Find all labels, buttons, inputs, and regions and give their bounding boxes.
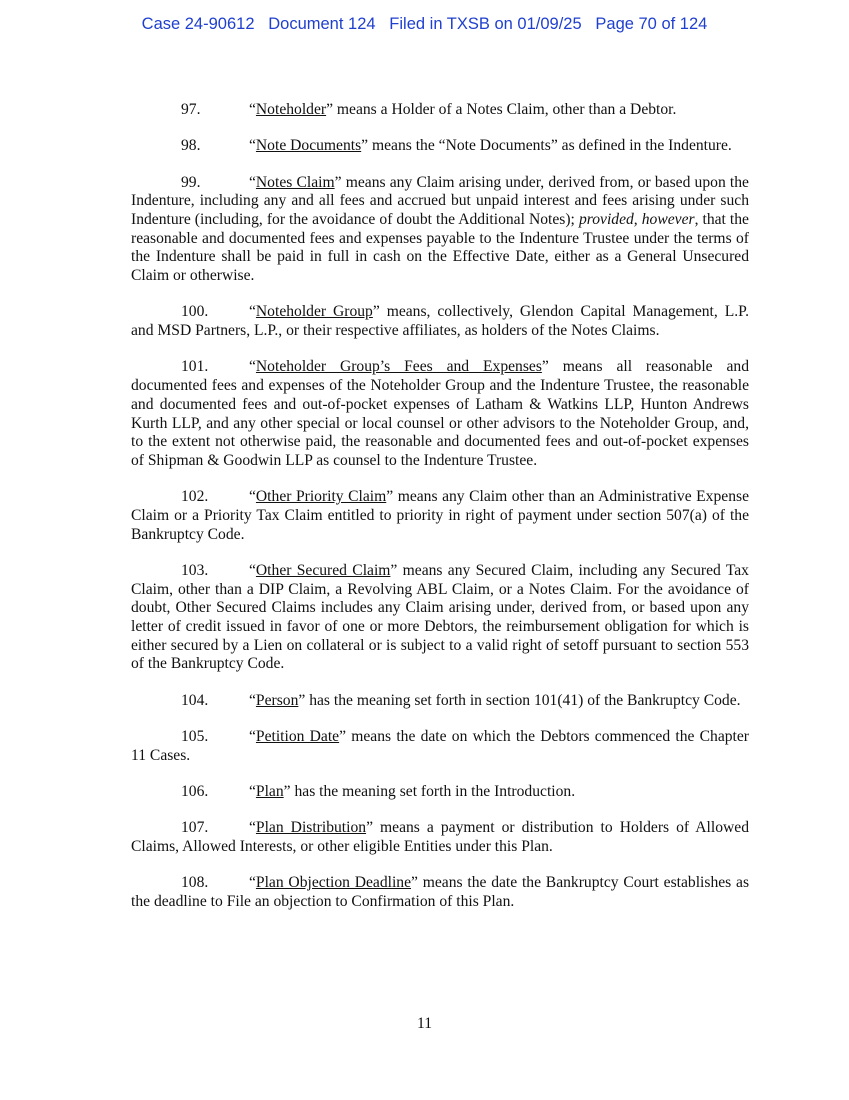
paragraph-number: 98.	[181, 137, 201, 155]
definition-paragraph: 107. “Plan Distribution” means a payment or distribution to Holders of Allowed Claims, Allowed Interests, or other eligible Entities under this Plan.	[131, 819, 749, 856]
definition-paragraph: 102. “Other Priority Claim” means any Claim other than an Administrative Expense Claim or a Priority Tax Claim entitled to priority in right of payment under section 507(a) of the Bankruptcy Code.	[131, 488, 749, 543]
definition-paragraph: 104. “Person” has the meaning set forth in section 101(41) of the Bankruptcy Code.	[131, 692, 749, 711]
definition-text: ” has the meaning set forth in the Introduction.	[283, 783, 576, 801]
defined-term: Plan Distribution	[255, 819, 367, 837]
defined-term: Plan	[255, 783, 284, 801]
definition-text: ” means all reasonable and documented fees and expenses of the Noteholder Group and the Indenture Trustee, the reasonable and documented fees and out-of-pocket expenses of Latham & Watkins LLP, Hunton Andrews Kurth LLP, and any other special or local counsel or other advisors to the Noteholder Group, and, to the extent not otherwise paid, the reasonable and documented fees and out-of-pocket expenses of Shipman & Goodwin LLP as counsel to the Indenture Trustee.	[131, 358, 749, 469]
proviso-text: provided, however	[578, 211, 695, 228]
paragraph-number: 99.	[181, 173, 201, 191]
paragraph-number: 108.	[181, 874, 209, 892]
defined-term: Other Priority Claim	[255, 488, 387, 506]
definition-text: ” means any Claim other than an Administrative Expense Claim or a Priority Tax Claim entitled to priority in right of payment under section 507(a) of the Bankruptcy Code.	[131, 488, 749, 543]
definition-paragraph: 97. “Noteholder” means a Holder of a Notes Claim, other than a Debtor.	[131, 101, 749, 120]
definition-text: ” means the date on which the Debtors commenced the Chapter 11 Cases.	[131, 728, 749, 764]
definition-text: ” means a payment or distribution to Holders of Allowed Claims, Allowed Interests, or other eligible Entities under this Plan.	[131, 819, 749, 856]
defined-term: Noteholder Group’s Fees and Expenses	[255, 358, 542, 376]
paragraph-number: 102.	[181, 488, 209, 506]
definition-text: ” means the “Note Documents” as defined in the Indenture.	[361, 137, 732, 155]
paragraph-number: 107.	[181, 819, 209, 837]
definition-paragraph: 103. “Other Secured Claim” means any Secured Claim, including any Secured Tax Claim, other than a DIP Claim, a Revolving ABL Claim, or a Notes Claim. For the avoidance of doubt, Other Secured Claims includes any Claim arising under, derived from, or based upon any letter of credit issued in favor of one or more Debtors, the reimbursement obligation for which is either secured by a Lien on collateral or is subject to a valid right of setoff pursuant to section 553 of the Bankruptcy Code.	[131, 561, 749, 673]
case-header: Case 24-90612 Document 124 Filed in TXSB on 01/09/25 Page 70 of 124	[141, 15, 708, 33]
paragraph-number: 105.	[181, 728, 209, 746]
paragraph-number: 100.	[181, 303, 209, 321]
paragraph-number: 97.	[181, 101, 201, 118]
page-number: 11	[416, 1015, 432, 1032]
definition-paragraph: 106. “Plan” has the meaning set forth in the Introduction.	[131, 783, 749, 802]
definition-text: ” has the meaning set forth in section 101(41) of the Bankruptcy Code.	[298, 691, 741, 709]
defined-term: Petition Date	[255, 728, 340, 746]
defined-term: Notes Claim	[255, 173, 335, 191]
paragraph-number: 106.	[181, 783, 209, 801]
definition-text-tail: , that the reasonable and documented fees and expenses payable to the Indenture Trustee under the terms of the Indenture shall be paid in full in cash on the Effective Date, either as a General Unsecured Claim or otherwise.	[131, 211, 749, 285]
defined-term: Plan Objection Deadline	[255, 874, 412, 892]
definition-paragraph: 101. “Noteholder Group’s Fees and Expenses” means all reasonable and documented fees and expenses of the Noteholder Group and the Indenture Trustee, the reasonable and documented fees and out-of-pocket expenses of Latham & Watkins LLP, Hunton Andrews Kurth LLP, and any other special or local counsel or other advisors to the Noteholder Group, and, to the extent not otherwise paid, the reasonable and documented fees and out-of-pocket expenses of Shipman & Goodwin LLP as counsel to the Indenture Trustee.	[131, 358, 749, 469]
defined-term: Note Documents	[255, 137, 362, 155]
paragraph-number: 103.	[181, 561, 209, 579]
paragraph-number: 101.	[181, 358, 209, 376]
definition-paragraph: 108. “Plan Objection Deadline” means the date the Bankruptcy Court establishes as the deadline to File an objection to Confirmation of this Plan.	[131, 874, 750, 911]
paragraph-number: 104.	[181, 691, 209, 709]
definition-paragraph: 105. “Petition Date” means the date on which the Debtors commenced the Chapter 11 Cases.	[131, 728, 749, 764]
defined-term: Person	[255, 691, 299, 709]
definition-paragraph: 99. “Notes Claim” means any Claim arising under, derived from, or based upon the Indenture, including any and all fees and accrued but unpaid interest and fees arising under such Indenture (including, for the avoidance of doubt the Additional Notes); provided, however, that the reasonable and documented fees and expenses payable to the Indenture Trustee under the terms of the Indenture shall be paid in full in cash on the Effective Date, either as a General Unsecured Claim or otherwise.	[131, 173, 749, 285]
defined-term: Other Secured Claim	[255, 561, 391, 579]
definition-text: ” means any Secured Claim, including any Secured Tax Claim, other than a DIP Claim, a Revolving ABL Claim, or a Notes Claim. For the avoidance of doubt, Other Secured Claims includes any Claim arising under, derived from, or based upon any letter of credit issued in favor of one or more Debtors, the reimbursement obligation for which is either secured by a Lien on collateral or is subject to a valid right of setoff pursuant to section 553 of the Bankruptcy Code.	[131, 561, 749, 673]
document-body	[131, 101, 749, 929]
definition-text: ” means the date the Bankruptcy Court establishes as the deadline to File an objection to Confirmation of this Plan.	[131, 874, 750, 911]
definition-paragraph: 98. “Note Documents” means the “Note Documents” as defined in the Indenture.	[131, 137, 749, 156]
definition-text: ” means, collectively, Glendon Capital Management, L.P. and MSD Partners, L.P., or their respective affiliates, as holders of the Notes Claims.	[131, 303, 749, 340]
definition-paragraph: 100. “Noteholder Group” means, collectively, Glendon Capital Management, L.P. and MSD Partners, L.P., or their respective affiliates, as holders of the Notes Claims.	[131, 303, 749, 340]
definition-text: ” means a Holder of a Notes Claim, other than a Debtor.	[326, 101, 677, 118]
defined-term: Noteholder Group	[255, 303, 373, 321]
defined-term: Noteholder	[255, 101, 327, 118]
definition-text: ” means any Claim arising under, derived from, or based upon the Indenture, including any and all fees and accrued but unpaid interest and fees arising under such Indenture (including, for the avoidance of doubt the Additional Notes);	[131, 173, 749, 228]
